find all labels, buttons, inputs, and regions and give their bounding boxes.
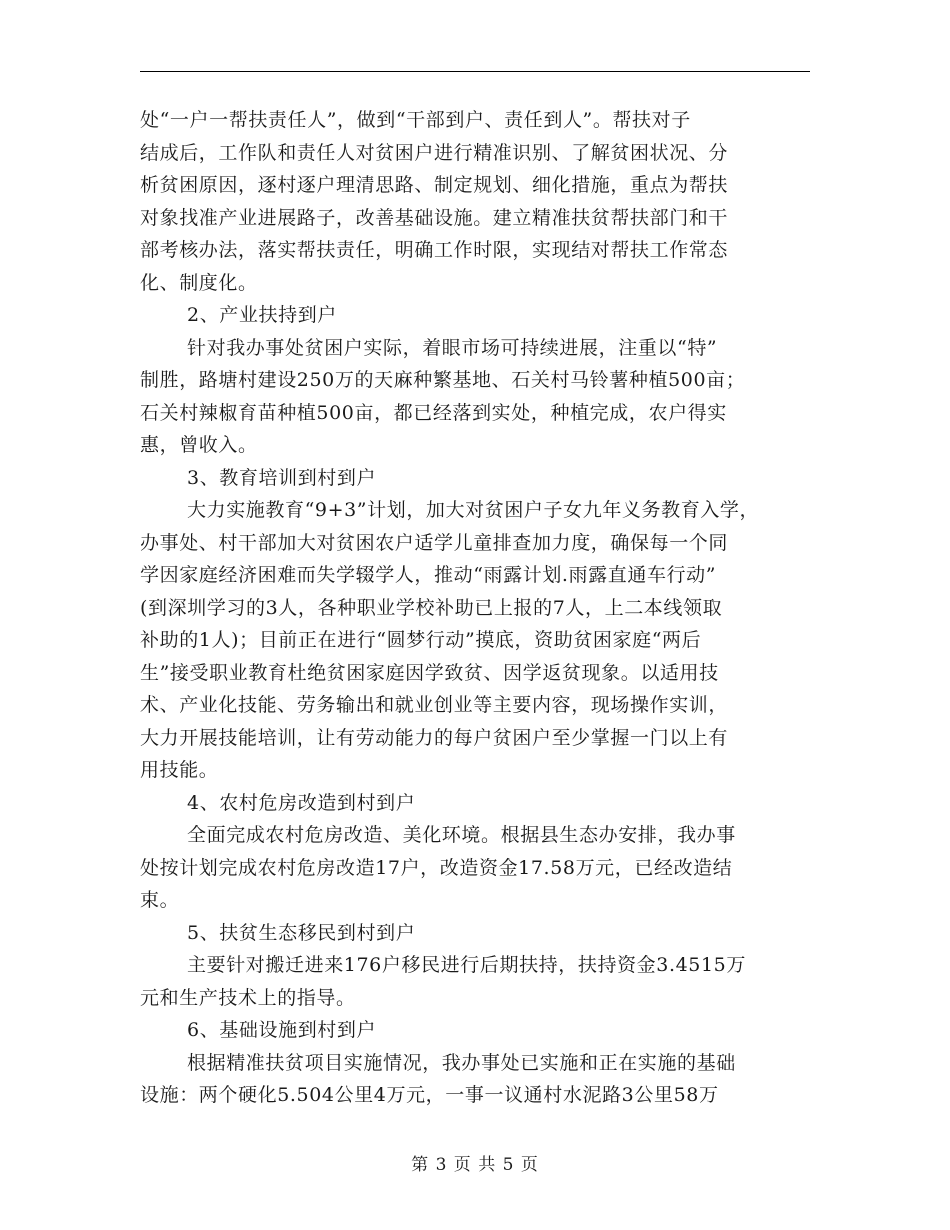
section-heading: 4、农村危房改造到村到户 (187, 791, 416, 814)
paragraph-line: (到深圳学习的3人，各种职业学校补助已上报的7人，上二本线领取 (140, 596, 723, 619)
paragraph-line: 石关村辣椒育苗种植500亩，都已经落到实处，种植完成，农户得实 (140, 401, 727, 424)
paragraph-line: 析贫困原因，逐村逐户理清思路、制定规划、细化措施，重点为帮扶 (140, 174, 729, 196)
paragraph-line: 束。 (140, 889, 180, 911)
paragraph-line: 部考核办法，落实帮扶责任，明确工作时限，实现结对帮扶工作常态 (140, 239, 729, 261)
paragraph-line: 用技能。 (140, 759, 219, 781)
paragraph-line: 设施：两个硬化5.504公里4万元，一事一议通村水泥路3公里58万 (140, 1084, 719, 1106)
header-rule (140, 71, 810, 72)
paragraph-line: 学因家庭经济困难而失学辍学人，推动“雨露计划.雨露直通车行动” (140, 564, 717, 586)
paragraph-line: 对象找准产业进展路子，改善基础设施。建立精准扶贫帮扶部门和干 (140, 206, 729, 229)
paragraph-line: 结成后，工作队和责任人对贫困户进行精准识别、了解贫困状况、分 (140, 141, 729, 164)
paragraph-line: 大力开展技能培训，让有劳动能力的每户贫困户至少掌握一门以上有 (140, 726, 729, 749)
paragraph-line: 全面完成农村危房改造、美化环境。根据县生态办安排，我办事 (187, 824, 736, 846)
paragraph-line: 处按计划完成农村危房改造17户，改造资金17.58万元，已经改造结 (140, 856, 733, 879)
paragraph-line: 术、产业化技能、劳务输出和就业创业等主要内容，现场操作实训， (140, 694, 729, 716)
paragraph-line: 处“一户一帮扶责任人”，做到“干部到户、责任到人”。帮扶对子 (140, 109, 691, 131)
paragraph-line: 大力实施教育“9+3”计划，加大对贫困户子女九年义务教育入学， (187, 499, 760, 521)
section-heading: 3、教育培训到村到户 (187, 466, 377, 489)
paragraph-line: 惠，曾收入。 (140, 434, 258, 456)
section-heading: 2、产业扶持到户 (187, 304, 337, 326)
paragraph-line: 办事处、村干部加大对贫困农户适学儿童排查加力度，确保每一个同 (140, 531, 729, 554)
paragraph-line: 元和生产技术上的指导。 (140, 986, 356, 1009)
page-number: 第 3 页 共 5 页 (411, 1155, 539, 1175)
paragraph-line: 生”接受职业教育杜绝贫困家庭因学致贫、因学返贫现象。以适用技 (140, 661, 719, 684)
paragraph-line: 制胜，路塘村建设250万的天麻种繁基地、石关村马铃薯种植500亩； (140, 369, 746, 391)
paragraph-line: 根据精准扶贫项目实施情况，我办事处已实施和正在实施的基础 (187, 1051, 736, 1074)
document-body (140, 104, 812, 1112)
paragraph-line: 主要针对搬迁进来176户移民进行后期扶持，扶持资金3.4515万 (187, 954, 746, 976)
section-heading: 5、扶贫生态移民到村到户 (187, 921, 416, 944)
paragraph-line: 针对我办事处贫困户实际，着眼市场可持续进展，注重以“特” (187, 336, 718, 359)
paragraph-line: 化、制度化。 (140, 271, 258, 294)
section-heading: 6、基础设施到村到户 (187, 1019, 377, 1041)
paragraph-line: 补助的1人)；目前正在进行“圆梦行动”摸底，资助贫困家庭“两后 (140, 629, 702, 651)
